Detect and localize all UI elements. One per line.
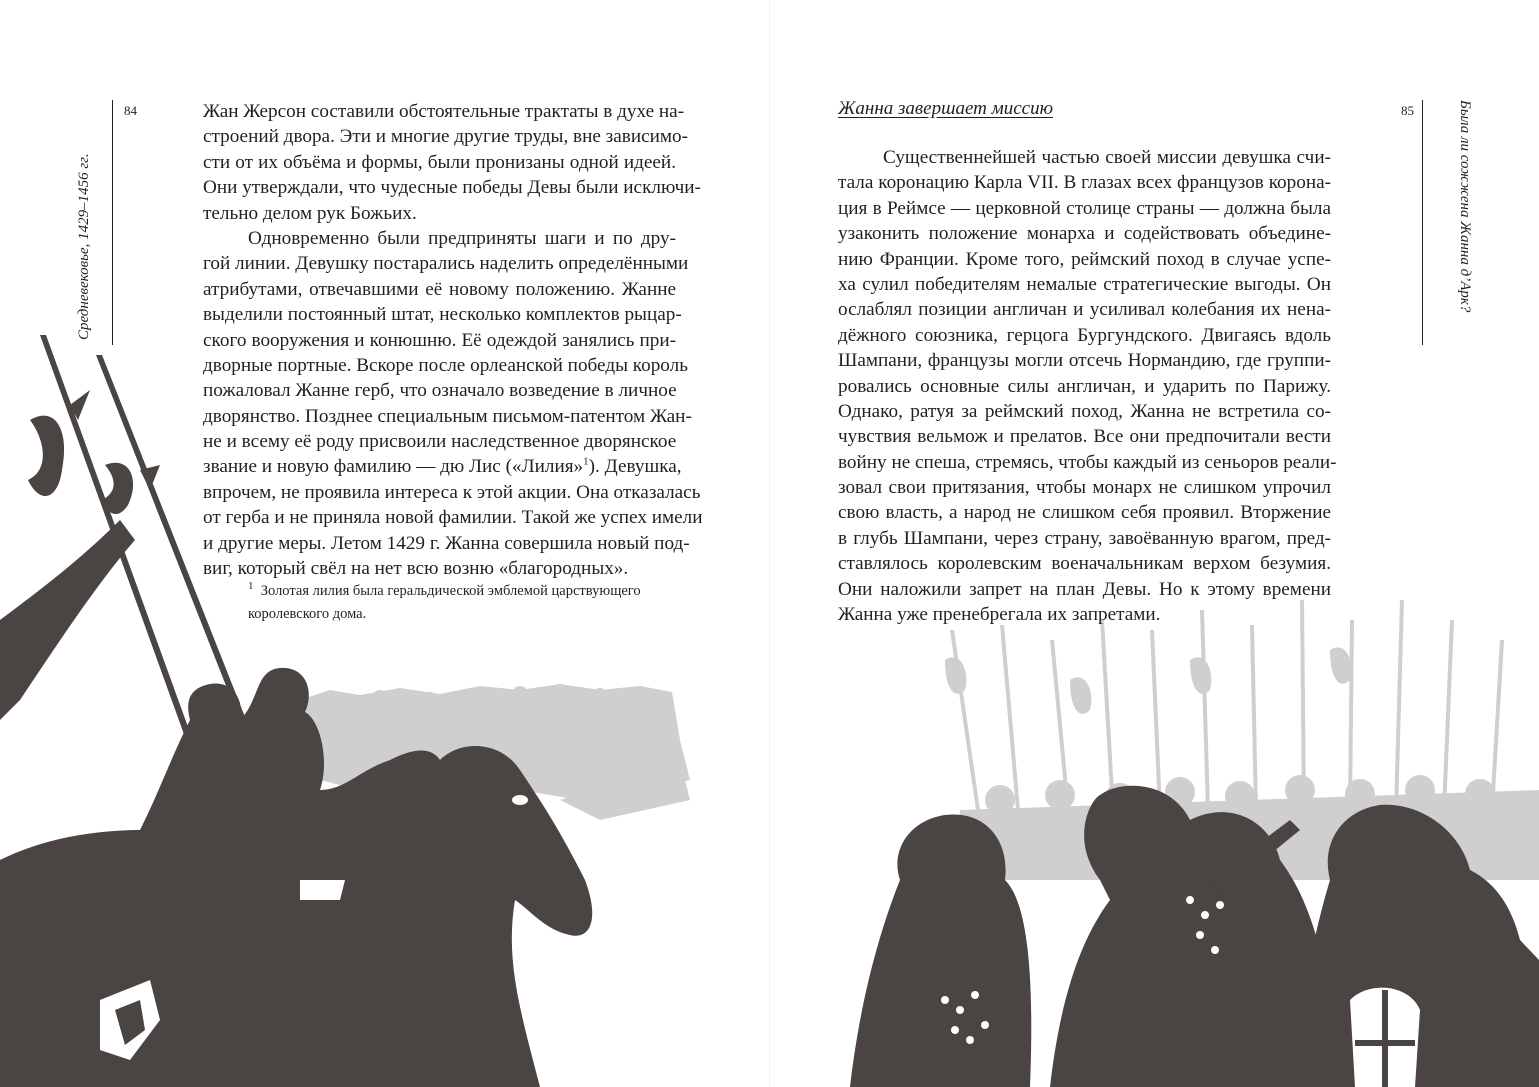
text-line: сти от их объёма и формы, были пронизаны одной идеей. [203,151,676,173]
left-page [0,0,769,1087]
left-running-head-text: Средневековье, 1429–1456 гг. [76,153,92,340]
left-body-text [203,99,703,581]
right-body-text [838,145,1337,627]
right-header-rule [1422,100,1423,345]
text-line: от герба и не приняла новой фамилии. Такой же успех имели [203,507,703,529]
footnote-text: Золотая лилия была геральдической эмблемой царствующего [260,583,641,599]
text-line: ция в Реймсе — церковной столице страны — должна была [838,197,1331,219]
text-line: Жан Жерсон составили обстоятельные трактаты в духе на- [203,101,685,122]
text-line: дворянство. Позднее специальным письмом-патентом Жан- [203,405,692,427]
text-line: выделили постоянный штат, несколько комплектов рыцар- [203,304,682,326]
text-line: Они наложили запрет на план Девы. Но к этому времени [838,578,1331,600]
text-line: чувствия вельмож и прелатов. Все они предпочитали вести [838,426,1331,448]
text-line: Шампани, французы могли отсечь Нормандию, где группи- [838,350,1331,372]
text-line-with-footnote [203,454,682,479]
text-line: виг, который свёл на нет всю возню «благородных». [203,558,629,580]
text-line: нию Франции. Кроме того, реймский поход в случае успе- [838,248,1331,270]
text-line: гой линии. Девушку постарались наделить определёнными [203,253,689,275]
text-line: Жанна уже пренебрегала их запретами. [838,604,1161,626]
text-line: дворные портные. Вскоре после орлеанской победы король [203,354,688,376]
text-line: пожаловал Жанне герб, что означало возведение в личное [203,380,677,402]
text-line: войну не спеша, стремясь, чтобы каждый из сеньоров реали- [838,451,1337,473]
text-line: Одновременно были предприняты шаги и по дру- [248,227,676,249]
text-line: ха сулил победителям немалые стратегические выгоды. Он [838,273,1331,295]
text-line: впрочем, не проявила интереса к этой акции. Она отказалась [203,481,701,503]
text-line: Существеннейшей частью своей миссии девушка счи- [883,147,1331,168]
text-line: ослаблял позиции англичан и усиливал колебания их нена- [838,299,1331,321]
footnote [248,580,688,626]
text-line: атрибутами, отвечавшими её новому положению. Жанне [203,278,676,300]
right-page [770,0,1539,1087]
text-line-main: звание и новую фамилию — дю Лис («Лилия» [203,456,584,478]
text-line-tail: ). Девушка, [588,456,682,478]
right-running-head [1456,100,1473,360]
foreground-soldiers-silhouette [850,786,1539,1087]
text-line: Однако, ратуя за реймский поход, Жанна не встретила со- [838,400,1331,422]
text-line: дёжного союзника, герцога Бургундского. Двигаясь вдоль [838,324,1331,346]
text-line: ского вооружения и конюшню. Её одеждой занялись при- [203,329,676,351]
text-line: и другие меры. Летом 1429 г. Жанна совершила новый под- [203,532,690,554]
footnote-reference: 1 [583,456,589,469]
text-line: свою власть, а народ не слишком себя проявил. Вторжение [838,502,1331,524]
text-line: Они утверждали, что чудесные победы Девы были исключи- [203,177,701,199]
footnote-line [248,580,688,603]
text-line: зовал свои притязания, чтобы монарх не слишком упрочил [838,477,1331,499]
right-running-head-text: Была ли сожжена Жанна д’Арк? [1457,100,1473,313]
right-page-number: 85 [1401,103,1414,118]
text-line: в глубь Шампани, через страну, завоёванную врагом, пред- [838,527,1331,549]
text-line: ставлялось королевским военачальникам верхом безумия. [838,553,1331,575]
footnote-marker: 1 [248,580,254,593]
left-page-number: 84 [124,103,137,118]
chapter-title: Жанна завершает миссию [838,98,1053,119]
text-line: тельно делом рук Божьих. [203,202,417,224]
text-line: тала коронацию Карла VII. В глазах всех французов корона- [838,172,1331,194]
text-line: строений двора. Эти и многие другие труды, вне зависимо- [203,126,689,148]
text-line: узаконить положение монарха и содействовать объедине- [838,223,1331,245]
text-line: не и всему её роду присвоили наследственное дворянское [203,431,677,453]
footnote-line: королевского дома. [248,606,367,622]
text-line: ровались основные силы англичан, и ударить по Парижу. [838,375,1331,397]
